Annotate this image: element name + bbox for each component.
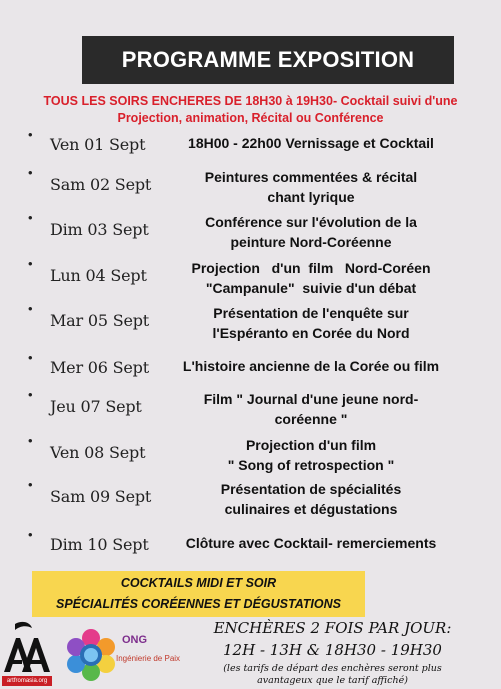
program-description (168, 303, 454, 343)
bullet-icon: • (28, 301, 33, 316)
program-description-line: Présentation de l'enquête sur (213, 305, 409, 321)
program-description (168, 133, 454, 153)
ong-name: ONG (122, 634, 148, 646)
bullet-icon: • (28, 477, 33, 492)
program-description-line: "Campanule" suivie d'un débat (205, 280, 417, 296)
cocktail-line-2: SPÉCIALITÉS CORÉENNES ET DÉGUSTATIONS (56, 597, 341, 611)
program-date: Sam 09 Sept (50, 487, 152, 506)
program-description (168, 212, 454, 252)
program-date: Dim 10 Sept (50, 535, 149, 554)
bullet-icon: • (28, 433, 33, 448)
logo-url: artfromasia.org (2, 676, 52, 686)
program-description (168, 435, 454, 475)
ong-tagline: Ingénierie de Paix (116, 654, 181, 663)
bullet-icon: • (28, 210, 33, 225)
bullet-icon: • (28, 350, 33, 365)
ong-logo (62, 626, 212, 684)
intro-line-1: TOUS LES SOIRS ENCHERES DE 18H30 à 19H30- Cocktail suivi d'une (43, 94, 458, 108)
program-date: Lun 04 Sept (50, 266, 147, 285)
program-description-line: Conférence sur l'évolution de la (205, 214, 417, 230)
program-description (168, 167, 454, 207)
program-description-line: Film " Journal d'une jeune nord- (203, 391, 419, 407)
program-date: Mer 06 Sept (50, 358, 149, 377)
program-description-line: Projection d'un film Nord-Coréen (191, 260, 431, 276)
auction-title: ENCHÈRES 2 FOIS PAR JOUR: (213, 619, 452, 637)
program-description-line: 18H00 - 22h00 Vernissage et Cocktail (188, 135, 434, 151)
program-date: Dim 03 Sept (50, 220, 149, 239)
program-description-line: l'Espéranto en Corée du Nord (212, 325, 410, 341)
auction-note-1: (les tarifs de départ des enchères seront plus (223, 663, 442, 674)
bullet-icon: • (28, 165, 33, 180)
bullet-icon: • (28, 127, 33, 142)
program-description (168, 479, 454, 519)
artfromasia-logo (2, 620, 52, 686)
program-date: Ven 01 Sept (50, 135, 146, 154)
bullet-icon: • (28, 256, 33, 271)
program-date: Ven 08 Sept (50, 443, 146, 462)
program-description (168, 356, 454, 376)
program-description (168, 389, 454, 429)
program-description-line: L'histoire ancienne de la Corée ou film (182, 358, 440, 374)
program-description-line: " Song of retrospection " (227, 457, 395, 473)
page-title: PROGRAMME EXPOSITION (82, 36, 454, 84)
bullet-icon: • (28, 527, 33, 542)
bullet-icon: • (28, 387, 33, 402)
program-description-line: coréenne " (274, 411, 348, 427)
program-date: Sam 02 Sept (50, 175, 152, 194)
program-description-line: Projection d'un film (245, 437, 377, 453)
program-description (168, 258, 454, 298)
artfromasia-logo-icon (2, 620, 52, 676)
program-description-line: peinture Nord-Coréenne (230, 234, 392, 250)
program-description-line: culinaires et dégustations (224, 501, 398, 517)
auction-note-2: avantageux que le tarif affiché) (257, 675, 408, 686)
program-date: Jeu 07 Sept (50, 397, 142, 416)
program-description-line: Peintures commentées & récital (204, 169, 418, 185)
program-description (168, 533, 454, 553)
intro-line-2: Projection, animation, Récital ou Conférence (117, 111, 384, 125)
auction-hours: 12H - 13H & 18H30 - 19H30 (223, 641, 442, 659)
flower-logo-icon (62, 626, 120, 684)
program-description-line: chant lyrique (267, 189, 355, 205)
cocktail-line-1: COCKTAILS MIDI ET SOIR (120, 576, 277, 590)
program-description-line: Présentation de spécialités (220, 481, 402, 497)
program-description-line: Clôture avec Cocktail- remerciements (185, 535, 437, 551)
program-date: Mar 05 Sept (50, 311, 150, 330)
